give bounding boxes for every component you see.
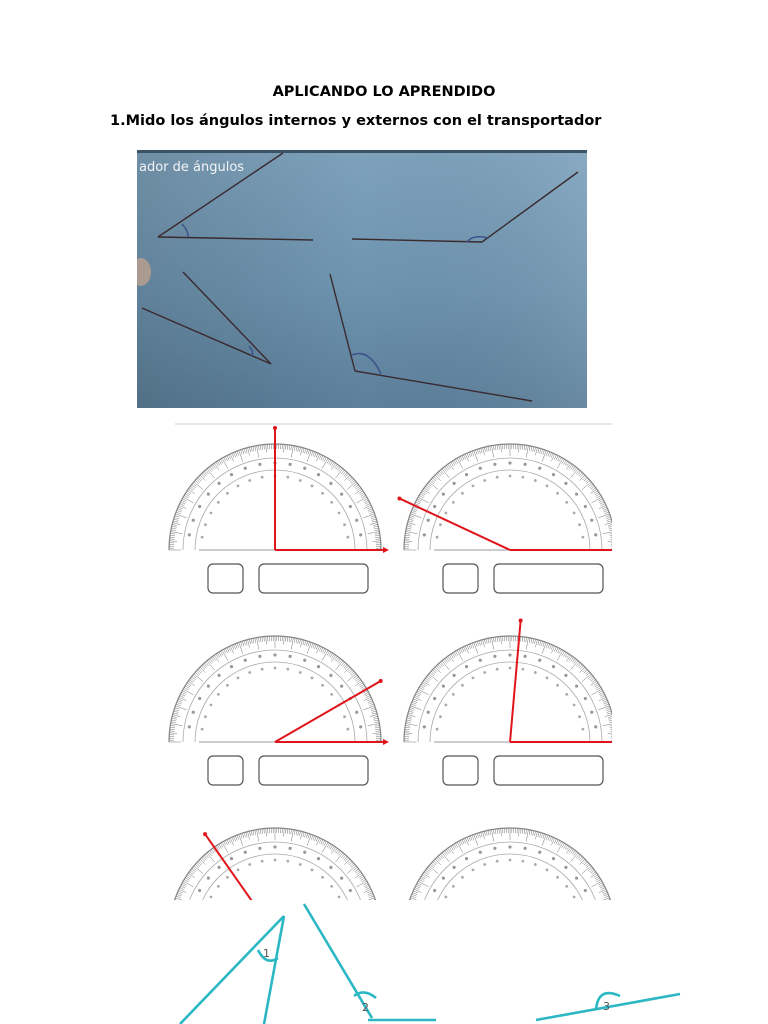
angle-label-3: 3 [603,1000,610,1013]
answer-box-large[interactable] [494,756,603,785]
answer-box-small[interactable] [208,564,243,593]
protractor [169,828,389,900]
answer-box-large[interactable] [494,564,603,593]
protractor-worksheet [150,422,612,900]
photo-caption: ador de ángulos [139,160,245,175]
protractor [169,636,389,785]
protractor-worksheet-drawing [150,422,612,900]
answer-box-small[interactable] [208,756,243,785]
answer-box-large[interactable] [259,756,368,785]
angles-figure-drawing [150,900,690,1024]
angle-label-1: 1 [263,947,270,960]
angles-photo [137,150,587,408]
protractor [404,618,612,785]
protractor [404,828,612,900]
angles-photo-drawing [137,150,587,408]
answer-box-large[interactable] [259,564,368,593]
answer-box-small[interactable] [443,756,478,785]
angle-label-2: 2 [362,1001,369,1014]
page-heading: APLICANDO LO APRENDIDO [272,84,496,100]
answer-box-small[interactable] [443,564,478,593]
protractor [397,444,612,593]
exercise-instruction: 1.Mido los ángulos internos y externos con el transportador [110,113,602,129]
protractor [169,426,389,593]
angles-figure [150,900,690,1024]
